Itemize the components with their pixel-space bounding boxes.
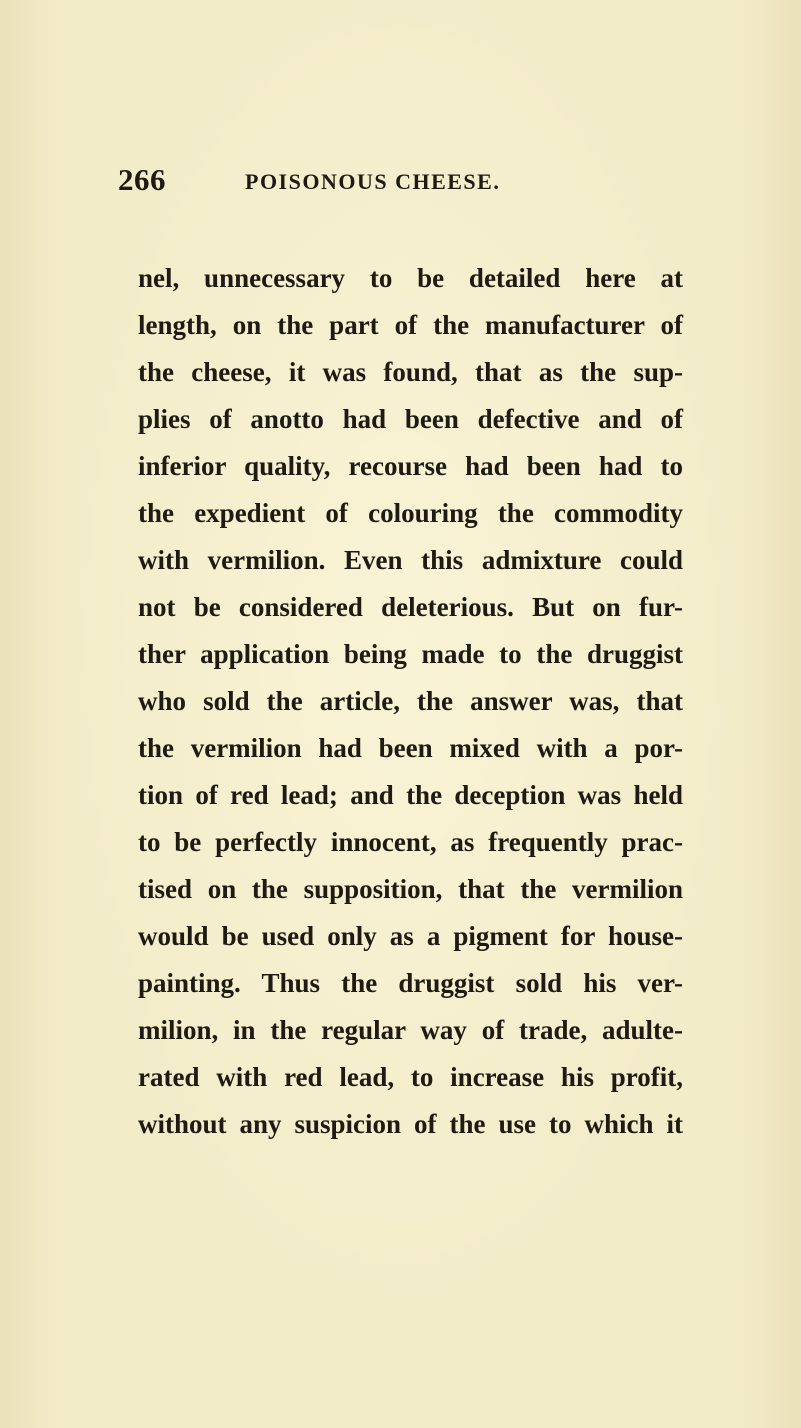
text-line: not be considered deleterious. But on fur-	[138, 592, 683, 622]
page-number: 266	[118, 162, 166, 197]
text-line: inferior quality, recourse had been had to	[138, 451, 683, 481]
text-line: who sold the article, the answer was, that	[138, 686, 683, 716]
text-line: milion, in the regular way of trade, adulte-	[138, 1015, 683, 1045]
text-line: to be perfectly innocent, as frequently prac-	[138, 827, 683, 857]
text-line: with vermilion. Even this admixture could	[138, 545, 683, 575]
text-line: the cheese, it was found, that as the sup-	[138, 357, 683, 387]
text-line: plies of anotto had been defective and of	[138, 404, 683, 434]
text-line: tised on the supposition, that the vermilion	[138, 874, 683, 904]
page-header	[118, 162, 718, 202]
text-line: the expedient of colouring the commodity	[138, 498, 683, 528]
text-line: nel, unnecessary to be detailed here at	[138, 263, 683, 293]
text-line: ther application being made to the druggist	[138, 639, 683, 669]
body-text	[138, 255, 683, 1148]
running-head: POISONOUS CHEESE.	[245, 169, 501, 194]
text-line: without any suspicion of the use to which it	[138, 1109, 683, 1139]
text-line: the vermilion had been mixed with a por-	[138, 733, 683, 763]
text-line: painting. Thus the druggist sold his ver-	[138, 968, 683, 998]
text-line: length, on the part of the manufacturer of	[138, 310, 683, 340]
text-line: would be used only as a pigment for house-	[138, 921, 683, 951]
text-line: rated with red lead, to increase his profit,	[138, 1062, 683, 1092]
text-line: tion of red lead; and the deception was held	[138, 780, 683, 810]
